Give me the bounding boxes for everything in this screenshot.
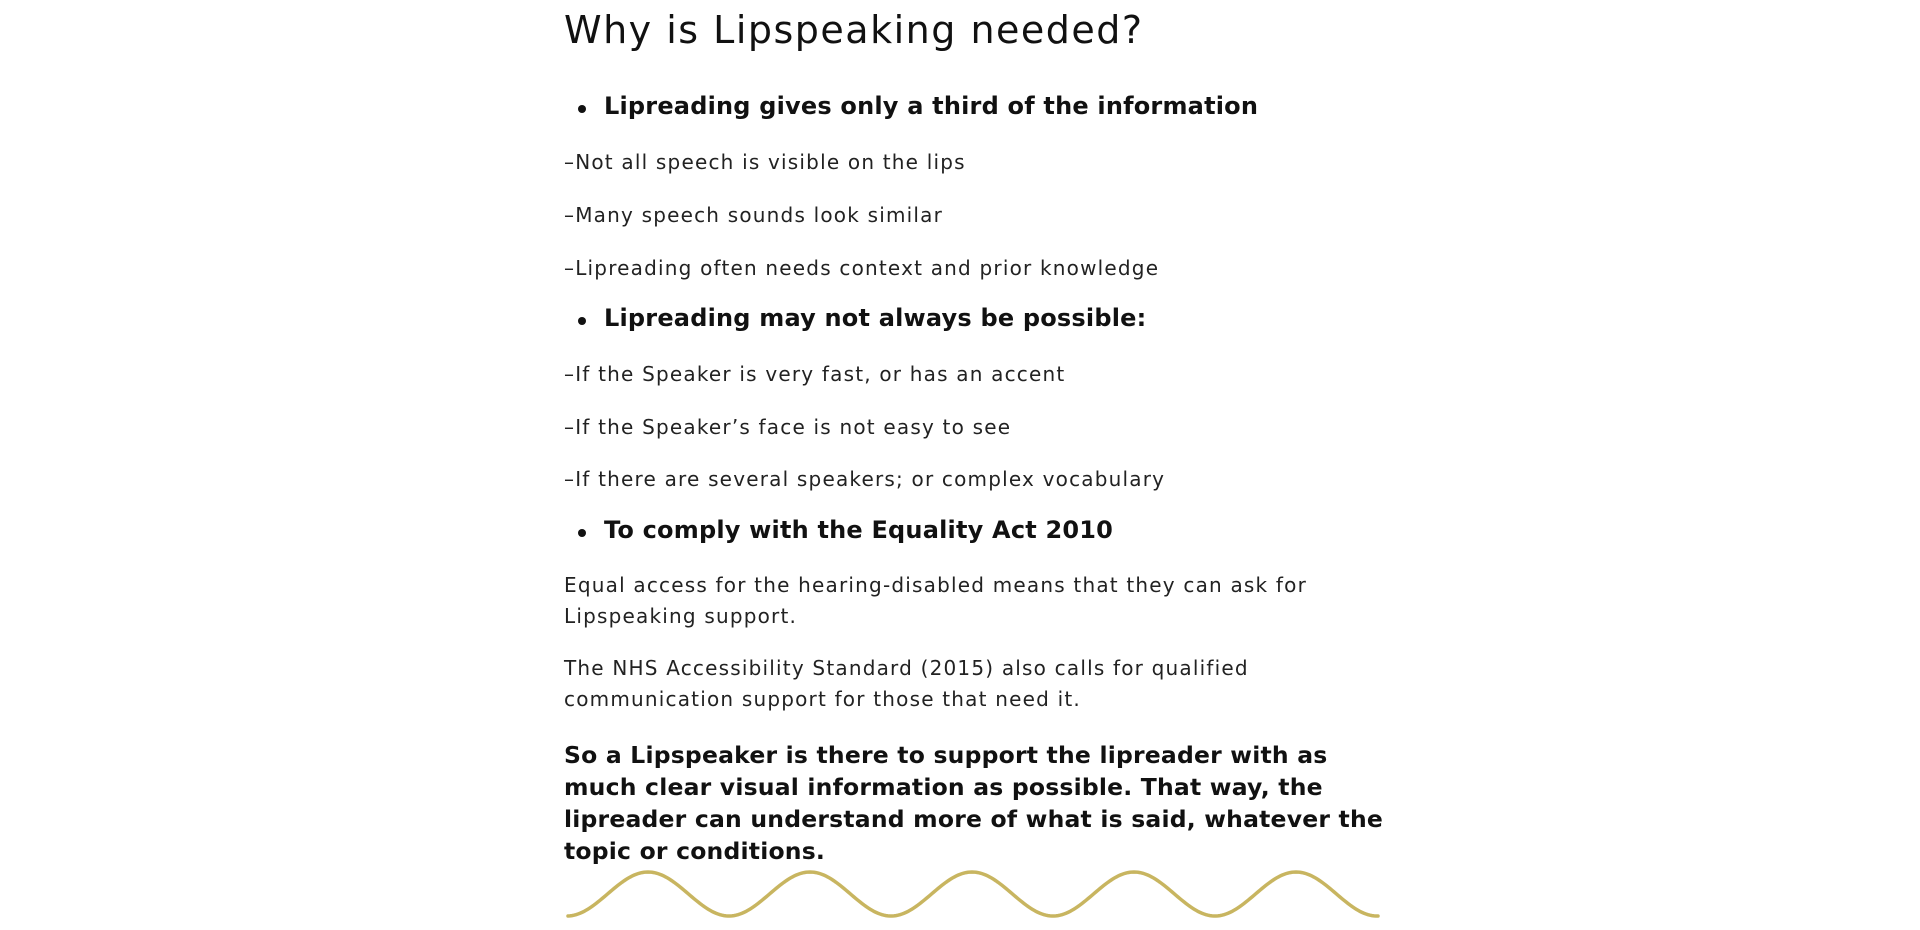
bullet-dot-icon xyxy=(578,105,586,113)
wave-divider-icon xyxy=(566,870,1382,926)
page-title: Why is Lipspeaking needed? xyxy=(564,8,1144,52)
list-item: –If there are several speakers; or complex vocabulary xyxy=(564,467,1166,491)
bullet-heading-text: Lipreading gives only a third of the information xyxy=(604,92,1259,120)
list-item: –If the Speaker is very fast, or has an accent xyxy=(564,362,1066,386)
bullet-heading-text: To comply with the Equality Act 2010 xyxy=(604,516,1114,544)
paragraph-equal-access: Equal access for the hearing-disabled means that they can ask for Lipspeaking support. xyxy=(564,573,1307,628)
conclusion-paragraph: So a Lipspeaker is there to support the lipreader with as much clear visual information as possible. That way, the lipreader can understand more of what is said, whatever the topic or conditions. xyxy=(564,741,1384,865)
wave-divider-path xyxy=(568,872,1378,916)
bullet-dot-icon xyxy=(578,529,586,537)
list-item: –Lipreading often needs context and prior knowledge xyxy=(564,256,1160,280)
bullet-heading-text: Lipreading may not always be possible: xyxy=(604,304,1147,332)
list-item: –Many speech sounds look similar xyxy=(564,203,944,227)
bullet-dot-icon xyxy=(578,317,586,325)
list-item: –If the Speaker’s face is not easy to see xyxy=(564,415,1012,439)
paragraph-nhs-standard: The NHS Accessibility Standard (2015) also calls for qualified communication support for those that need it. xyxy=(564,656,1249,711)
list-item: –Not all speech is visible on the lips xyxy=(564,150,966,174)
